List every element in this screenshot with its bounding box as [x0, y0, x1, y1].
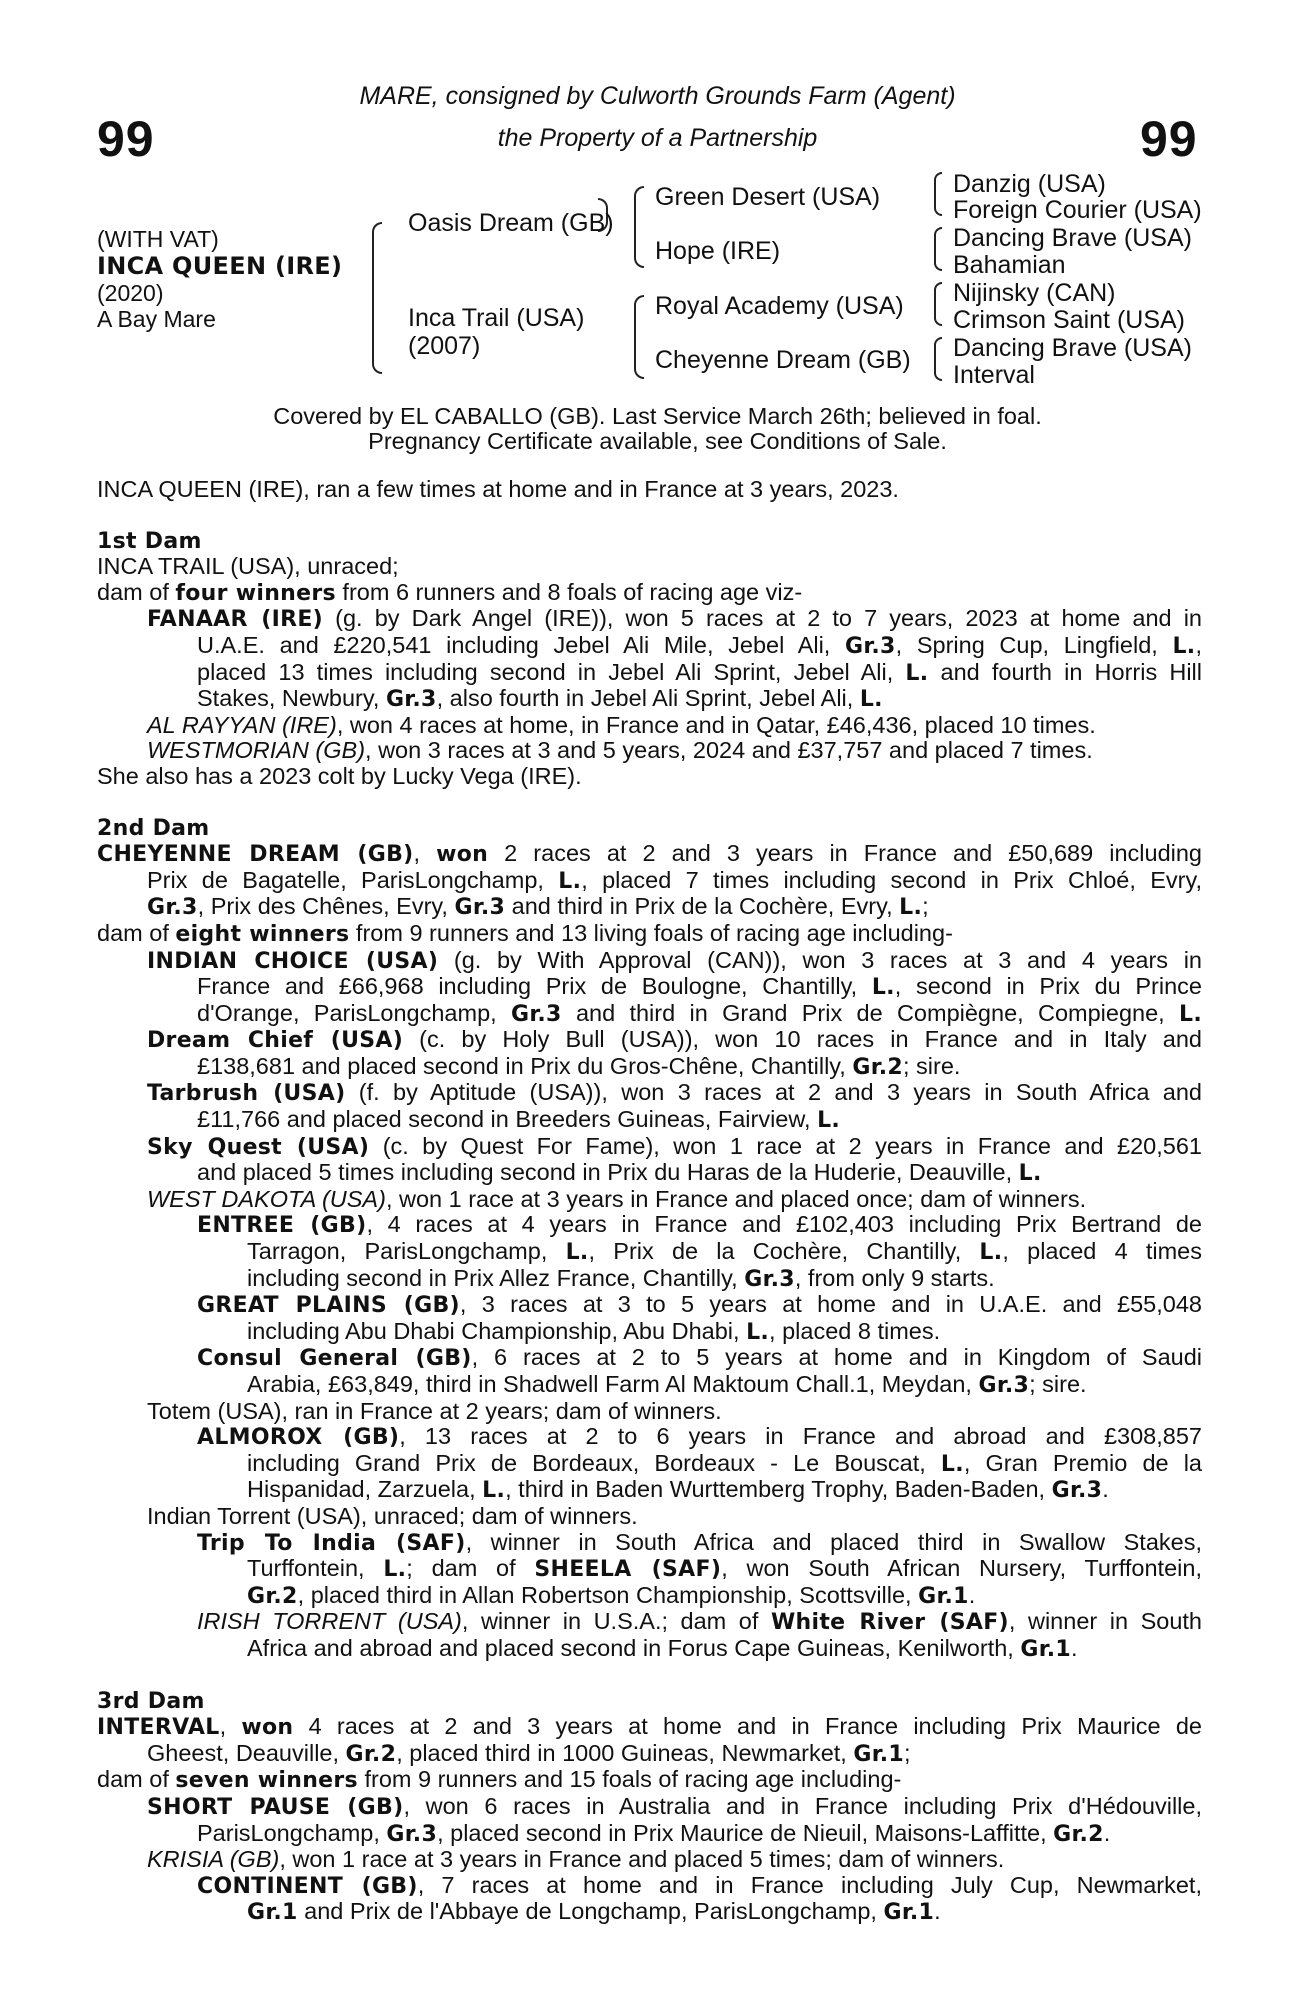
- entree-line-1: ENTREE (GB), 4 races at 4 years in France and £102,403 including Prix Bertrand de: [197, 1211, 1203, 1239]
- ssd: Foreign Courier (USA): [953, 196, 1202, 224]
- west-dakota-line: WEST DAKOTA (USA), won 1 race at 3 years in France and placed once; dam of winners.: [147, 1185, 1087, 1212]
- continent-line-2: Gr.1 and Prix de l'Abbaye de Longchamp, ParisLongchamp, Gr.1.: [247, 1898, 941, 1926]
- almorox-line-1: ALMOROX (GB), 13 races at 2 to 6 years in France and abroad and £308,857: [197, 1423, 1202, 1451]
- fanaar-line-4: Stakes, Newbury, Gr.3, also fourth in Jebel Ali Sprint, Jebel Ali, L.: [197, 685, 883, 713]
- tarbrush-line-2: £11,766 and placed second in Breeders Guineas, Fairview, L.: [197, 1106, 841, 1134]
- entree-line-3: including second in Prix Allez France, Chantilly, Gr.3, from only 9 starts.: [247, 1264, 995, 1292]
- pregnancy-note: Pregnancy Certificate available, see Conditions of Sale.: [368, 428, 947, 454]
- almorox-line-2: including Grand Prix de Bordeaux, Bordeaux - Le Bouscat, L., Gran Premio de la: [247, 1449, 1202, 1477]
- first-dam-produce: dam of four winners from 6 runners and 8 foals of racing age viz-: [97, 578, 803, 606]
- dsd: Crimson Saint (USA): [953, 306, 1185, 334]
- totem-line: Totem (USA), ran in France at 2 years; dam of winners.: [147, 1397, 722, 1424]
- sire-sire: Green Desert (USA): [655, 183, 881, 211]
- cover-note: Covered by EL CABALLO (GB). Last Service March 26th; believed in foal.: [273, 403, 1042, 429]
- trip-to-india-line-1: Trip To India (SAF), winner in South Africa and placed third in Swallow Stakes,: [197, 1528, 1202, 1556]
- entree-line-2: Tarragon, ParisLongchamp, L., Prix de la Cochère, Chantilly, L., placed 4 times: [247, 1238, 1202, 1266]
- pedigree-brace-sire: [634, 186, 644, 268]
- intro-line: INCA QUEEN (IRE), ran a few times at home and in France at 3 years, 2023.: [97, 476, 899, 502]
- sire: Oasis Dream (GB): [408, 209, 614, 237]
- sky-quest-line-1: Sky Quest (USA) (c. by Quest For Fame), won 1 race at 2 years in France and £20,561: [147, 1132, 1202, 1160]
- dream-chief-line-2: £138,681 and placed second in Prix du Gros-Chêne, Chantilly, Gr.2; sire.: [197, 1052, 961, 1080]
- cheyenne-line-1: CHEYENNE DREAM (GB), won 2 races at 2 and 3 years in France and £50,689 including: [97, 840, 1202, 868]
- lot-description: MARE, consigned by Culworth Grounds Farm (Agent): [359, 82, 956, 110]
- fanaar-line-2: U.A.E. and £220,541 including Jebel Ali Mile, Jebel Ali, Gr.3, Spring Cup, Lingfield, L.,: [197, 631, 1202, 659]
- indian-choice-line-3: d'Orange, ParisLongchamp, Gr.3 and third in Grand Prix de Compiègne, Compiegne, L.: [197, 999, 1202, 1027]
- dds: Dancing Brave (USA): [953, 334, 1192, 362]
- ddd: Interval: [953, 361, 1035, 389]
- lot-number-left: 99: [97, 111, 155, 167]
- trip-to-india-line-3: Gr.2, placed third in Allan Robertson Championship, Scottsville, Gr.1.: [247, 1581, 976, 1609]
- consul-general-line-2: Arabia, £63,849, third in Shadwell Farm Al Maktoum Chall.1, Meydan, Gr.3; sire.: [247, 1371, 1087, 1398]
- continent-line-1: CONTINENT (GB), 7 races at home and in France including July Cup, Newmarket,: [197, 1871, 1202, 1899]
- fanaar-line-3: placed 13 times including second in Jebel Ali Sprint, Jebel Ali, L. and fourth in Horris Hill: [197, 658, 1202, 686]
- krisia-line: KRISIA (GB), won 1 race at 3 years in France and placed 5 times; dam of winners.: [147, 1846, 1005, 1873]
- dam-year: (2007): [408, 332, 481, 360]
- great-plains-line-1: GREAT PLAINS (GB), 3 races at 3 to 5 years at home and in U.A.E. and £55,048: [197, 1291, 1202, 1319]
- dam-sire: Royal Academy (USA): [655, 292, 904, 320]
- short-pause-line-1: SHORT PAUSE (GB), won 6 races in Australia and in France including Prix d'Hédouville,: [147, 1792, 1202, 1820]
- sss: Danzig (USA): [953, 170, 1106, 198]
- pedigree-brace-ds: [934, 282, 942, 326]
- tarbrush-line-1: Tarbrush (USA) (f. by Aptitude (USA)), won 3 races at 2 and 3 years in South Africa and: [147, 1079, 1203, 1107]
- sky-quest-line-2: and placed 5 times including second in Prix du Haras de la Huderie, Deauville, L.: [197, 1159, 1042, 1187]
- lot-number-right: 99: [1140, 111, 1198, 167]
- indian-choice-line-1: INDIAN CHOICE (USA) (g. by With Approval (CAN)), won 3 races at 3 and 4 years in: [147, 946, 1202, 974]
- sire-dam: Hope (IRE): [655, 237, 781, 265]
- catalogue-body: [97, 477, 1202, 1926]
- second-dam-heading: 2nd Dam: [97, 815, 210, 841]
- second-dam-produce: dam of eight winners from 9 runners and 13 living foals of racing age including-: [97, 919, 953, 947]
- pedigree-brace-sd: [934, 227, 942, 271]
- westmorian-line: WESTMORIAN (GB), won 3 races at 3 and 5 years, 2024 and £37,757 and placed 7 times.: [147, 737, 1093, 764]
- horse-description: A Bay Mare: [97, 306, 216, 332]
- lot-owner: the Property of a Partnership: [497, 124, 818, 152]
- dam-dam: Cheyenne Dream (GB): [655, 346, 911, 374]
- pedigree-brace-dam: [634, 295, 644, 379]
- irish-torrent-line-1: IRISH TORRENT (USA), winner in U.S.A.; dam of White River (SAF), winner in South: [197, 1608, 1203, 1636]
- dam: Inca Trail (USA): [408, 304, 585, 332]
- great-plains-line-2: including Abu Dhabi Championship, Abu Dhabi, L., placed 8 times.: [247, 1317, 941, 1345]
- interval-line-2: Gheest, Deauville, Gr.2, placed third in 1000 Guineas, Newmarket, Gr.1;: [147, 1739, 911, 1767]
- irish-torrent-line-2: Africa and abroad and placed second in Forus Cape Guineas, Kenilworth, Gr.1.: [247, 1634, 1078, 1662]
- horse-year: (2020): [97, 280, 164, 306]
- trip-to-india-line-2: Turffontein, L.; dam of SHEELA (SAF), won South African Nursery, Turffontein,: [247, 1555, 1202, 1583]
- cheyenne-line-2: Prix de Bagatelle, ParisLongchamp, L., placed 7 times including second in Prix Chloé, Evry,: [147, 866, 1202, 894]
- horse-name: INCA QUEEN (IRE): [97, 252, 343, 280]
- cheyenne-line-3: Gr.3, Prix des Chênes, Evry, Gr.3 and third in Prix de la Cochère, Evry, L.;: [147, 893, 929, 921]
- first-dam-heading: 1st Dam: [97, 528, 202, 554]
- consul-general-line-1: Consul General (GB), 6 races at 2 to 5 years at home and in Kingdom of Saudi: [197, 1344, 1202, 1372]
- pedigree-brace-main: [372, 222, 382, 374]
- pedigree-brace-dd: [934, 337, 942, 381]
- dream-chief-line-1: Dream Chief (USA) (c. by Holy Bull (USA)), won 10 races in France and in Italy and: [147, 1026, 1203, 1054]
- first-dam-line: INCA TRAIL (USA), unraced;: [97, 553, 399, 580]
- third-dam-produce: dam of seven winners from 9 runners and 15 foals of racing age including-: [97, 1766, 902, 1794]
- sdd: Bahamian: [953, 251, 1066, 279]
- third-dam-heading: 3rd Dam: [97, 1688, 205, 1714]
- al-rayyan-line: AL RAYYAN (IRE), won 4 races at home, in France and in Qatar, £46,436, placed 10 times.: [147, 711, 1096, 738]
- fanaar-line-1: FANAAR (IRE) (g. by Dark Angel (IRE)), won 5 races at 2 to 7 years, 2023 at home and in: [147, 605, 1202, 633]
- first-dam-also: She also has a 2023 colt by Lucky Vega (IRE).: [97, 762, 582, 789]
- indian-choice-line-2: France and £66,968 including Prix de Boulogne, Chantilly, L., second in Prix du Prince: [197, 973, 1202, 1001]
- dss: Nijinsky (CAN): [953, 279, 1116, 307]
- interval-line-1: INTERVAL, won 4 races at 2 and 3 years at home and in France including Prix Maurice de: [97, 1713, 1202, 1741]
- pedigree-brace-ss: [934, 172, 942, 216]
- almorox-line-3: Hispanidad, Zarzuela, L., third in Baden Wurttemberg Trophy, Baden-Baden, Gr.3.: [247, 1476, 1109, 1504]
- vat-note: (WITH VAT): [97, 226, 219, 252]
- short-pause-line-2: ParisLongchamp, Gr.3, placed second in Prix Maurice de Nieuil, Maisons-Laffitte, Gr.2.: [197, 1819, 1111, 1847]
- indian-torrent-line: Indian Torrent (USA), unraced; dam of winners.: [147, 1502, 638, 1529]
- sds: Dancing Brave (USA): [953, 224, 1192, 252]
